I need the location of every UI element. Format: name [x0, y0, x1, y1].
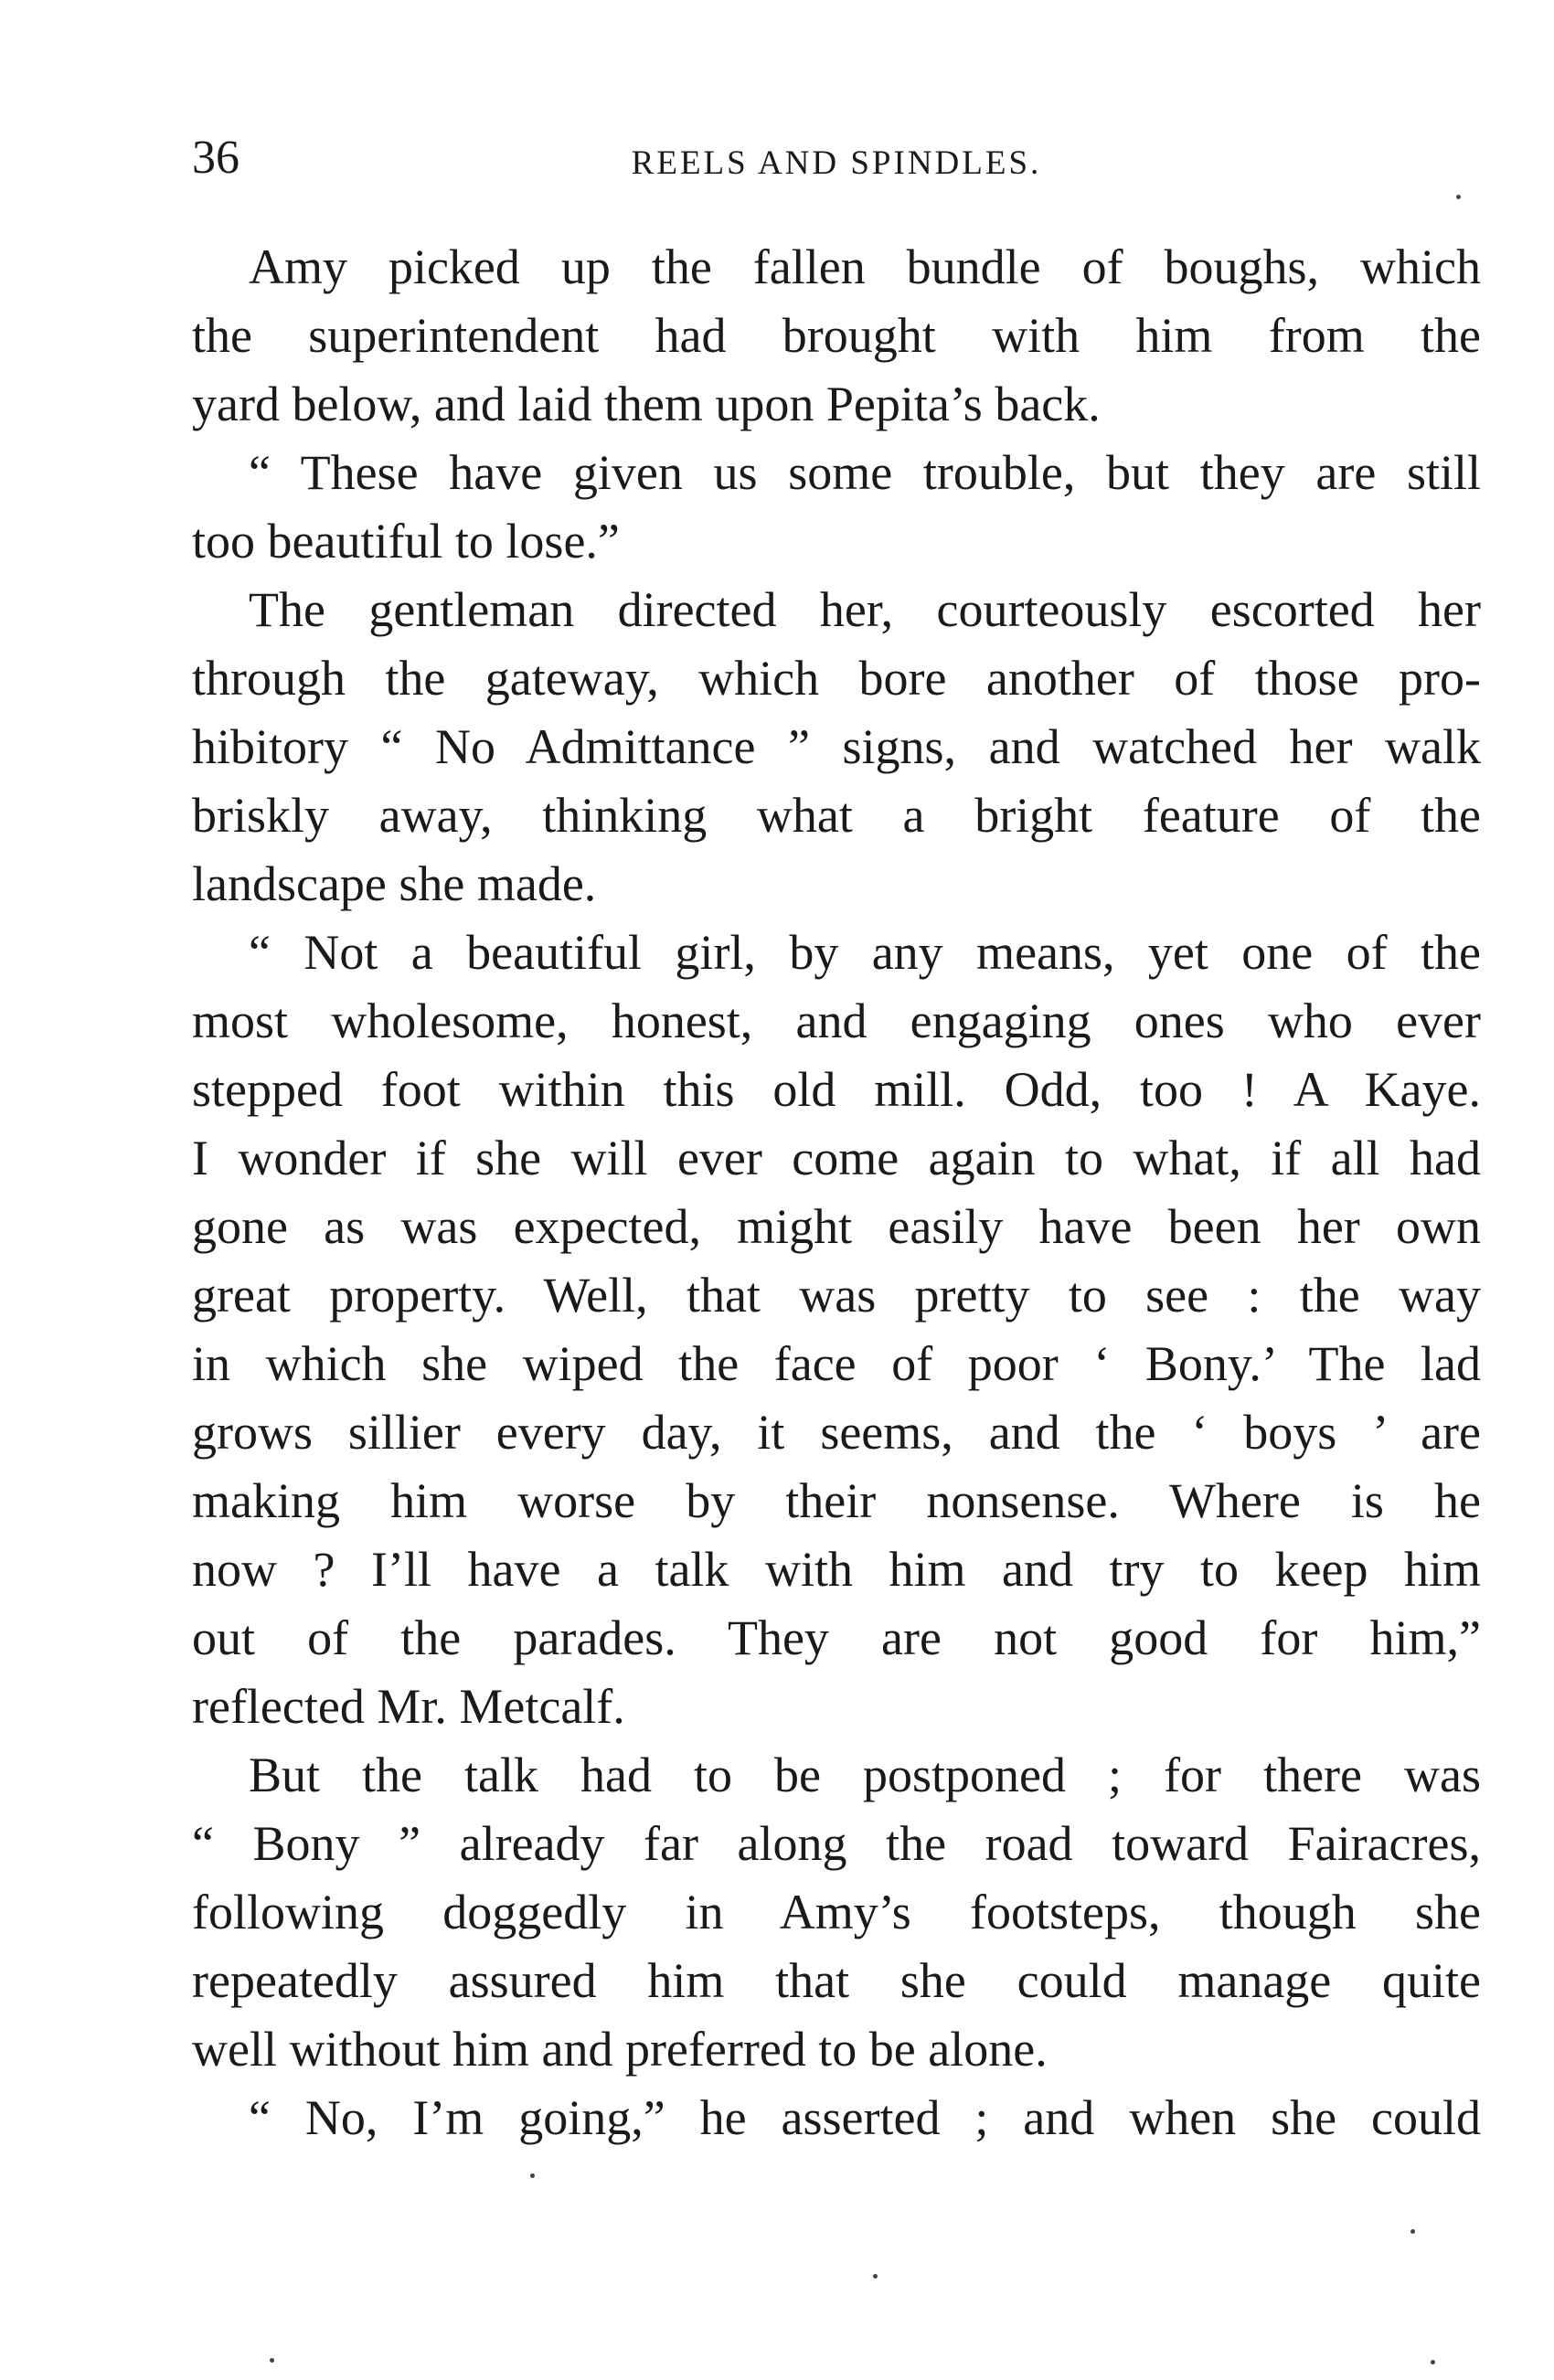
text-line: landscape she made.	[192, 856, 597, 911]
page-header	[192, 126, 1481, 190]
text-line: following doggedly in Amy’s footsteps, though she	[192, 1885, 1481, 1939]
text-line: making him worse by their nonsense. Where is he	[192, 1473, 1481, 1528]
text-line: in which she wiped the face of poor ‘ Bony.’ The lad	[192, 1336, 1481, 1391]
text-line: “ Bony ” already far along the road toward Fairacres,	[192, 1816, 1481, 1871]
text-line: I wonder if she will ever come again to what, if all had	[192, 1131, 1481, 1185]
text-line: through the gateway, which bore another of those pro-	[192, 651, 1481, 706]
text-line: repeatedly assured him that she could manage quite	[192, 1953, 1481, 2008]
text-line: hibitory “ No Admittance ” signs, and watched her walk	[192, 719, 1481, 774]
text-line: “ Not a beautiful girl, by any means, yet one of the	[249, 925, 1481, 980]
text-line: “ These have given us some trouble, but they are still	[249, 445, 1481, 500]
text-line: grows sillier every day, it seems, and the ‘ boys ’ are	[192, 1405, 1481, 1460]
text-line: yard below, and laid them upon Pepita’s back.	[192, 377, 1101, 431]
ink-speck	[270, 2358, 274, 2363]
ink-speck	[530, 2173, 535, 2178]
ink-speck	[1410, 2229, 1415, 2234]
text-line: well without him and preferred to be alone.	[192, 2022, 1048, 2077]
text-line: most wholesome, honest, and engaging ones who ever	[192, 993, 1481, 1048]
text-line: now ? I’ll have a talk with him and try to keep him	[192, 1542, 1481, 1597]
text-line: great property. Well, that was pretty to see : the way	[192, 1268, 1481, 1323]
text-line: The gentleman directed her, courteously escorted her	[249, 582, 1481, 637]
ink-speck	[873, 2274, 878, 2279]
text-line: gone as was expected, might easily have been her own	[192, 1199, 1481, 1254]
text-line: too beautiful to lose.”	[192, 514, 620, 568]
running-title: REELS AND SPINDLES.	[631, 144, 1042, 182]
text-line: the superintendent had brought with him from the	[192, 308, 1481, 363]
text-line: But the talk had to be postponed ; for there was	[249, 1748, 1481, 1802]
text-line: briskly away, thinking what a bright feature of the	[192, 788, 1481, 843]
text-line: “ No, I’m going,” he asserted ; and when she could	[249, 2090, 1481, 2145]
text-line: Amy picked up the fallen bundle of boughs, which	[249, 239, 1481, 294]
text-line: out of the parades. They are not good for him,”	[192, 1610, 1481, 1665]
ink-speck	[1456, 195, 1461, 199]
text-line: stepped foot within this old mill. Odd, too ! A Kaye.	[192, 1062, 1481, 1117]
body-text	[192, 233, 1481, 2152]
page-number: 36	[192, 132, 239, 184]
ink-speck	[1431, 2360, 1435, 2364]
text-line: reflected Mr. Metcalf.	[192, 1679, 625, 1734]
